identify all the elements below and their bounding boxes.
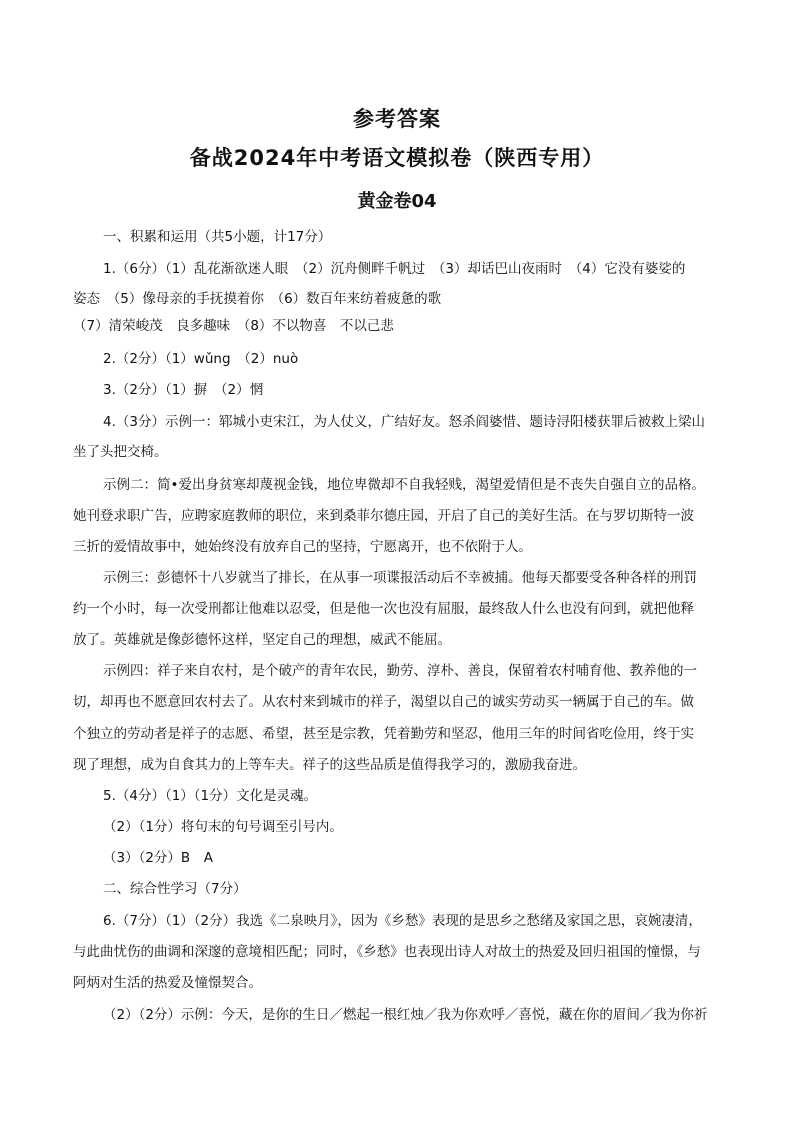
- answer-line: 5.（4分）（1）（1分）文化是灵魂。: [103, 788, 318, 804]
- answer-line: 4.（3分）示例一：郓城小吏宋江，为人仗义，广结好友。怒杀阎婆惜、题诗浔阳楼获罪后被救上梁山: [103, 414, 705, 430]
- answer-line: 放了。英雄就是像彭德怀这样，坚定自己的理想，威武不能屈。: [73, 632, 451, 648]
- answer-line: 1.（6分）（1）乱花渐欲迷人眼 （2）沉舟侧畔千帆过 （3）却话巴山夜雨时 （4）它没有婆娑的: [103, 261, 686, 277]
- doc-paper-label: 黄金卷04: [357, 191, 437, 212]
- answer-line: 示例四：祥子来自农村，是个破产的青年农民，勤劳、淳朴、善良，保留着农村哺育他、教养他的一: [103, 663, 697, 679]
- answer-line: （3）（2分）B A: [103, 850, 213, 866]
- answer-line: 姿态 （5）像母亲的手抚摸着你 （6）数百年来纺着疲惫的歌: [73, 291, 442, 307]
- answer-line: 坐了头把交椅。: [73, 444, 168, 460]
- answer-line: 约一个小时，每一次受刑都让他难以忍受，但是他一次也没有屈服，最终敌人什么也没有问到，就把他释: [73, 601, 694, 617]
- answer-line: 2.（2分）（1）wǔng （2）nuò: [103, 351, 299, 367]
- answer-line: 她刊登求职广告，应聘家庭教师的职位，来到桑菲尔德庄园，开启了自己的美好生活。在与罗切斯特一波: [73, 508, 694, 524]
- answer-line: （2）（2分）示例：今天，是你的生日／燃起一根红烛／我为你欢呼／喜悦，藏在你的眉间／我为你祈: [103, 1007, 708, 1023]
- answer-line: 6.（7分）（1）（2分）我选《二泉映月》，因为《乡愁》表现的是思乡之愁绪及家国之思，哀婉凄清，: [103, 913, 702, 929]
- section-heading: 一、积累和运用（共5小题，计17分）: [103, 229, 332, 245]
- answer-line: 与此曲忧伤的曲调和深邃的意境相匹配；同时，《乡愁》也表现出诗人对故土的热爱及回归祖国的憧憬，与: [73, 944, 701, 960]
- answer-line: 三折的爱情故事中，她始终没有放弃自己的坚持，宁愿离开，也不依附于人。: [73, 539, 532, 555]
- answer-line: 示例二：简•爱出身贫寒却蔑视金钱，地位卑微却不自我轻贱，渴望爱情但是不丧失自强自立的品格。: [103, 477, 705, 493]
- answer-line: 个独立的劳动者是祥子的志愿、希望，甚至是宗教，凭着勤劳和坚忍，他用三年的时间省吃俭用，终于实: [73, 726, 694, 742]
- answer-line: 现了理想，成为自食其力的上等车夫。祥子的这些品质是值得我学习的，激励我奋进。: [73, 757, 586, 773]
- answer-line: 切，却再也不愿意回农村去了。从农村来到城市的祥子，渴望以自己的诚实劳动买一辆属于自己的车。做: [73, 694, 694, 710]
- answer-line: （2）（1分）将句末的句号调至引号内。: [103, 819, 343, 835]
- answer-line: 阿炳对生活的热爱及憧憬契合。: [73, 975, 262, 991]
- section-heading: 二、综合性学习（7分）: [103, 881, 247, 897]
- answer-line: 3.（2分）（1）摒 （2）惘: [103, 382, 264, 398]
- answer-line: 示例三：彭德怀十八岁就当了排长，在从事一项谍报活动后不幸被捕。他每天都要受各种各样的刑罚: [103, 570, 697, 586]
- doc-subtitle: 备战2024年中考语文模拟卷（陕西专用）: [189, 146, 605, 170]
- doc-title: 参考答案: [353, 107, 441, 131]
- answer-line: （7）清荣峻茂 良多趣味 （8）不以物喜 不以己悲: [73, 318, 394, 334]
